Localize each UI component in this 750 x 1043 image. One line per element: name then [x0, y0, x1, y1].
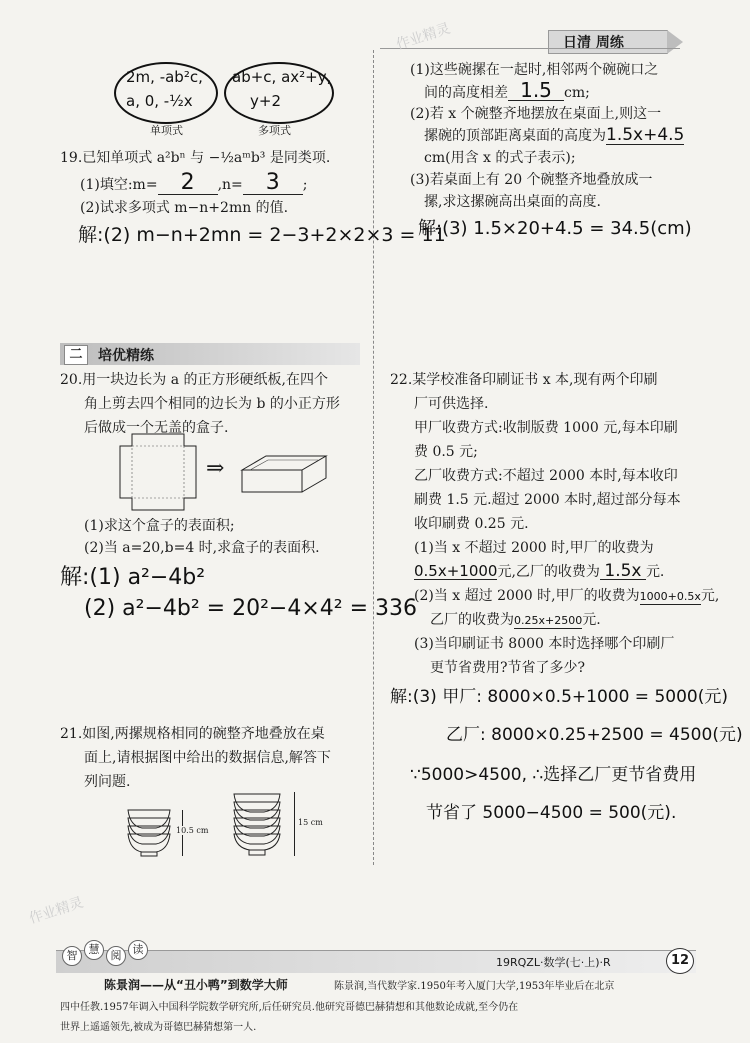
bowls-stack-tall: [232, 790, 282, 858]
q21-answer-2: 1.5x+4.5: [606, 125, 685, 145]
open-box-figure: [240, 452, 328, 496]
q19-part1-end: ;: [302, 177, 308, 193]
q20-line1: 20.用一块边长为 a 的正方形硬纸板,在四个: [60, 372, 328, 388]
header-rule: [380, 48, 680, 49]
q22-answer-7: ∵5000>4500, ∴选择乙厂更节省费用: [410, 765, 697, 785]
q22-answer-6: 乙厂: 8000×0.25+2500 = 4500(元): [446, 725, 743, 745]
q21-part1-unit: cm;: [564, 85, 590, 101]
footer-code: 19RQZL·数学(七·上)·R: [496, 956, 611, 969]
column-divider: [373, 50, 374, 865]
q22-part1: (1)当 x 不超过 2000 时,甲厂的收费为: [414, 540, 654, 556]
q22-answer-5: 解:(3) 甲厂: 8000×0.5+1000 = 5000(元): [390, 687, 728, 707]
watermark-bottom: 作业精灵: [27, 894, 86, 928]
q21-answer-1: 1.5: [508, 80, 564, 101]
q22-line3: 甲厂收费方式:收制版费 1000 元,每本印刷: [414, 420, 678, 436]
section-title: 培优精练: [98, 348, 154, 364]
q22-part1-end: 元.: [645, 564, 665, 580]
q21-part2-line3: cm(用含 x 的式子表示);: [424, 150, 576, 166]
footer-badge-hui: 慧: [84, 940, 104, 960]
q22-line5: 乙厂收费方式:不超过 2000 本时,每本收印: [414, 468, 678, 484]
q22-answer-8: 节省了 5000−4500 = 500(元).: [426, 803, 677, 823]
q19-stem: 19.已知单项式 a²bⁿ 与 −½aᵐb³ 是同类项.: [60, 150, 331, 166]
q21-part2-line1: (2)若 x 个碗整齐地摆放在桌面上,则这一: [410, 106, 662, 122]
q20-answer-1: 解:(1) a²−4b²: [60, 565, 206, 590]
q20-part2: (2)当 a=20,b=4 时,求盒子的表面积.: [84, 540, 320, 556]
q21-answer-3: 解:(3) 1.5×20+4.5 = 34.5(cm): [418, 218, 692, 239]
q21-line1: 21.如图,两摞规格相同的碗整齐地叠放在桌: [60, 726, 325, 742]
q22-part1-answers: [414, 560, 664, 584]
footer-badge-zhi: 智: [62, 946, 82, 966]
q21-part2-line2: [424, 124, 684, 148]
q22-part2-line2: [430, 608, 601, 632]
watermark-top: 作业精灵: [394, 20, 453, 54]
q22-part1-mid: 元,乙厂的收费为: [497, 564, 600, 580]
header-tag-arrow: [667, 30, 683, 54]
q20-part1: (1)求这个盒子的表面积;: [84, 518, 235, 534]
q20-line2: 角上剪去四个相同的边长为 b 的小正方形: [84, 396, 340, 412]
header-tag-text: 日清 周练: [563, 35, 624, 51]
q19-answer-m: 2: [158, 172, 218, 195]
bowls-stack-short: [126, 806, 172, 858]
reading-title: 陈景润——从“丑小鸭”到数学大师: [104, 978, 288, 992]
q21-part3-line1: (3)若桌面上有 20 个碗整齐地叠放成一: [410, 172, 653, 188]
q22-line6: 刷费 1.5 元.超过 2000 本时,超过部分每本: [414, 492, 681, 508]
box-net-figure: [118, 432, 198, 512]
q22-line7: 收印刷费 0.25 元.: [414, 516, 529, 532]
transform-arrow: ⇒: [206, 456, 225, 481]
q22-line4: 费 0.5 元;: [414, 444, 478, 460]
dim-line-tall: [294, 792, 295, 856]
header-tag: [548, 30, 668, 54]
poly-hw-2: y+2: [250, 92, 281, 110]
q19-answer-n: 3: [243, 172, 303, 195]
q20-answer-2: (2) a²−4b² = 20²−4×4² = 336: [84, 596, 417, 621]
reading-text-3: 世界上遥遥领先,被成为哥德巴赫猜想第一人.: [60, 1022, 257, 1033]
q19-answer: 解:(2) m−n+2mn = 2−3+2×2×3 = 11: [78, 224, 446, 246]
poly-hw-1: ab+c, ax²+y,: [232, 68, 332, 86]
q21-line2: 面上,请根据图中给出的数据信息,解答下: [84, 750, 331, 766]
mono-hw-2: a, 0, -½x: [126, 92, 193, 110]
q20-line3: 后做成一个无盖的盒子.: [84, 420, 229, 436]
q22-part2-text-2: 乙厂的收费为: [430, 612, 514, 628]
q22-part2-line1: [414, 584, 719, 608]
q22-answer-2: 1.5x: [600, 563, 646, 580]
q22-part3-line2: 更节省费用?节省了多少?: [430, 660, 586, 676]
poly-label: 多项式: [258, 124, 291, 137]
q22-answer-1: 0.5x+1000: [414, 562, 498, 580]
q19-part2: (2)试求多项式 m−n+2mn 的值.: [80, 200, 289, 216]
q21-part2-text: 摞碗的顶部距离桌面的高度为: [424, 128, 606, 144]
q22-answer-3: 1000+0.5x: [639, 590, 701, 603]
footer-badge-du: 读: [128, 940, 148, 960]
dim-label-short: 10.5 cm: [176, 826, 209, 835]
q22-line2: 厂可供选择.: [414, 396, 489, 412]
dim-label-tall: 15 cm: [298, 818, 323, 827]
q21-part3-line2: 摞,求这摞碗高出桌面的高度.: [424, 194, 601, 210]
reading-text-2: 四中任教.1957年调入中国科学院数学研究所,后任研究员.他研究哥德巴赫猜想和其他数论成就,至今仍在: [60, 1002, 519, 1013]
page-number: 12: [666, 948, 694, 974]
q22-part3-line1: (3)当印刷证书 8000 本时选择哪个印刷厂: [414, 636, 675, 652]
q22-line1: 22.某学校准备印刷证书 x 本,现有两个印刷: [390, 372, 658, 388]
q21-part1-line1: (1)这些碗摞在一起时,相邻两个碗碗口之: [410, 62, 659, 78]
q22-answer-4: 0.25x+2500: [514, 614, 583, 627]
section-number: 二: [64, 345, 88, 365]
q22-part2-end: 元,: [700, 588, 720, 604]
mono-label: 单项式: [150, 124, 183, 137]
q19-part1: [80, 172, 307, 197]
q19-part1-a: (1)填空:m=: [80, 177, 158, 193]
mono-hw-1: 2m, -ab²c,: [126, 68, 203, 86]
q22-part2-end-2: 元.: [582, 612, 601, 628]
q22-part2-text: (2)当 x 超过 2000 时,甲厂的收费为: [414, 588, 640, 604]
q19-part1-b: ,n=: [217, 177, 243, 193]
footer-badge-yue: 阅: [106, 946, 126, 966]
reading-text-1: 陈景润,当代数学家.1950年考入厦门大学,1953年毕业后在北京: [334, 981, 615, 992]
q21-part1-text: 间的高度相差: [424, 85, 508, 101]
q21-line3: 列问题.: [84, 774, 131, 790]
